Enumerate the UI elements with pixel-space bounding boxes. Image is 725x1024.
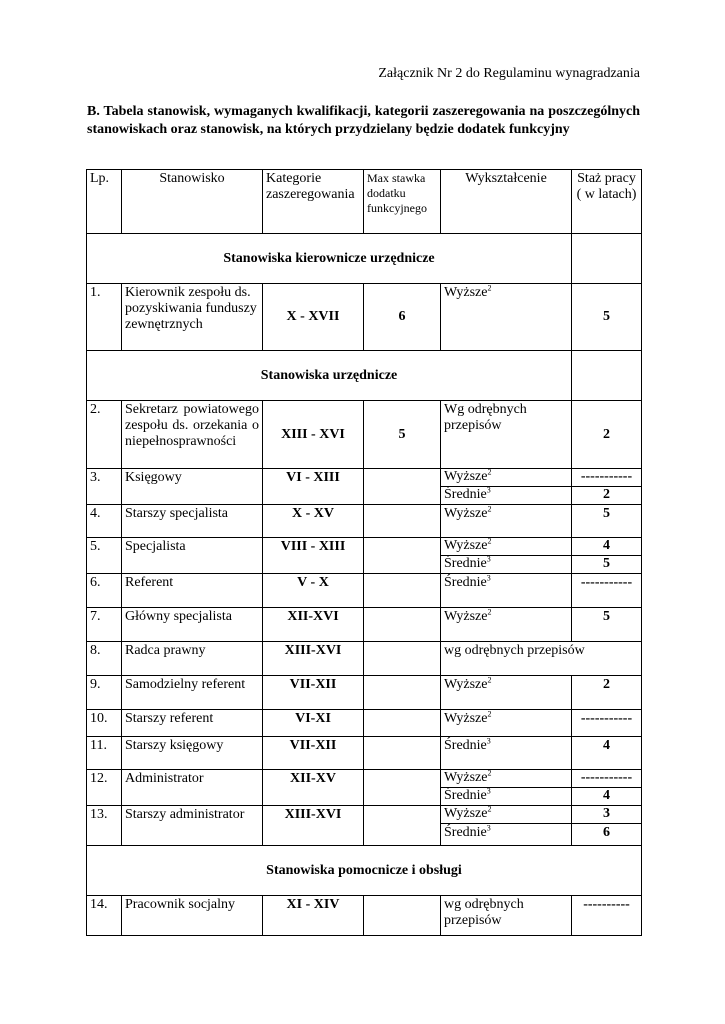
cell-lp: 2. [87, 401, 122, 469]
table-row [87, 401, 642, 469]
document-heading: B. Tabela stanowisk, wymaganych kwalifikacji, kategorii zaszeregowania na poszczególnych stanowiskach oraz stanowisk, na których przydzielany będzie dodatek funkcyjny [87, 104, 640, 137]
edu-text: Wyższe [444, 285, 488, 300]
edu-text: Średnie [444, 788, 487, 803]
cell-category: VI - XIII [263, 469, 364, 505]
cell-lp: 11. [87, 737, 122, 770]
table-row [87, 896, 642, 936]
edu-text: Wyższe [444, 469, 488, 484]
footnote-mark: 2 [487, 768, 492, 778]
edu-text: Średnie [444, 825, 487, 840]
cell-lp: 7. [87, 608, 122, 642]
footnote-mark: 2 [487, 467, 492, 477]
section-clerical: Stanowiska urzędnicze [87, 351, 572, 401]
table-row [87, 469, 642, 487]
cell-lp: 13. [87, 806, 122, 846]
header-category: Kategorie zaszeregowania [263, 170, 364, 234]
cell-position: Starszy księgowy [122, 737, 263, 770]
table-row [87, 642, 642, 676]
header-lp: Lp. [87, 170, 122, 234]
cell-lp: 5. [87, 538, 122, 574]
footnote-mark: 2 [487, 607, 492, 617]
edu-text: Wyższe [444, 609, 488, 624]
cell-lp: 10. [87, 710, 122, 737]
cell-education [441, 505, 572, 538]
cell-lp: 3. [87, 469, 122, 505]
edu-text: Średnie [444, 738, 487, 753]
positions-table [86, 169, 642, 936]
table-row [87, 710, 642, 737]
cell-position: Pracownik socjalny [122, 896, 263, 936]
table-row [87, 676, 642, 710]
cell-education: Wg odrębnych przepisów [441, 401, 572, 469]
cell-education [441, 284, 572, 351]
cell-experience: 5 [572, 608, 642, 642]
cell-allowance [364, 505, 441, 538]
cell-education: wg odrębnych przepisów [441, 896, 572, 936]
cell-education [441, 574, 572, 608]
footnote-mark: 3 [486, 786, 491, 796]
table-row [87, 806, 642, 824]
header-position: Stanowisko [122, 170, 263, 234]
cell-allowance [364, 806, 441, 846]
table-header-row [87, 170, 642, 234]
cell-experience: 5 [572, 556, 642, 574]
edu-text: Wyższe [444, 506, 488, 521]
cell-education [441, 806, 572, 824]
cell-allowance [364, 642, 441, 676]
cell-experience: 6 [572, 824, 642, 846]
cell-education [441, 710, 572, 737]
cell-position: Główny specjalista [122, 608, 263, 642]
cell-category: X - XV [263, 505, 364, 538]
cell-position: Kierownik zespołu ds. pozyskiwania funduszy zewnętrznych [122, 284, 263, 351]
table-row [87, 505, 642, 538]
cell-allowance: 5 [364, 401, 441, 469]
cell-allowance [364, 469, 441, 505]
table-row [87, 770, 642, 788]
cell-education [441, 556, 572, 574]
table-row [87, 284, 642, 351]
cell-education [441, 824, 572, 846]
cell-education [441, 770, 572, 788]
cell-allowance [364, 770, 441, 806]
section-empty-cell [572, 234, 642, 284]
cell-position: Specjalista [122, 538, 263, 574]
footnote-mark: 2 [487, 675, 492, 685]
cell-position: Samodzielny referent [122, 676, 263, 710]
cell-allowance [364, 538, 441, 574]
section-row [87, 351, 642, 401]
header-education: Wykształcenie [441, 170, 572, 234]
cell-position: Starszy administrator [122, 806, 263, 846]
cell-experience: 4 [572, 788, 642, 806]
cell-allowance [364, 737, 441, 770]
table-row [87, 737, 642, 770]
cell-experience: 5 [572, 505, 642, 538]
cell-position: Starszy specjalista [122, 505, 263, 538]
cell-category: VII-XII [263, 676, 364, 710]
cell-allowance [364, 710, 441, 737]
cell-experience: 2 [572, 676, 642, 710]
header-allowance: Max stawka dodatku funkcyjnego [364, 170, 441, 234]
cell-lp: 6. [87, 574, 122, 608]
cell-category: VIII - XIII [263, 538, 364, 574]
cell-experience: ----------- [572, 469, 642, 487]
footnote-mark: 2 [487, 536, 492, 546]
cell-education [441, 538, 572, 556]
section-support: Stanowiska pomocnicze i obsługi [87, 846, 642, 896]
edu-text: Średnie [444, 487, 487, 502]
table-row [87, 574, 642, 608]
edu-text: Wyższe [444, 538, 488, 553]
cell-education [441, 469, 572, 487]
cell-category: V - X [263, 574, 364, 608]
cell-category: XII-XVI [263, 608, 364, 642]
cell-position: Referent [122, 574, 263, 608]
footnote-mark: 3 [486, 573, 491, 583]
cell-position: Starszy referent [122, 710, 263, 737]
cell-position: Radca prawny [122, 642, 263, 676]
edu-text: Wyższe [444, 677, 488, 692]
cell-experience: ---------- [572, 896, 642, 936]
cell-allowance: 6 [364, 284, 441, 351]
cell-lp: 14. [87, 896, 122, 936]
cell-allowance [364, 574, 441, 608]
footnote-mark: 3 [486, 485, 491, 495]
section-empty-cell [572, 351, 642, 401]
footnote-mark: 2 [487, 709, 492, 719]
cell-category: XIII-XVI [263, 806, 364, 846]
cell-experience: ----------- [572, 770, 642, 788]
cell-lp: 4. [87, 505, 122, 538]
cell-category: X - XVII [263, 284, 364, 351]
cell-experience: 4 [572, 737, 642, 770]
cell-allowance [364, 608, 441, 642]
cell-education: wg odrębnych przepisów [441, 642, 642, 676]
cell-experience: 5 [572, 284, 642, 351]
table-row [87, 608, 642, 642]
cell-category: VI-XI [263, 710, 364, 737]
section-managerial: Stanowiska kierownicze urzędnicze [87, 234, 572, 284]
header-experience [572, 170, 642, 234]
footnote-mark: 3 [486, 823, 491, 833]
cell-experience: 4 [572, 538, 642, 556]
cell-lp: 9. [87, 676, 122, 710]
footnote-mark: 2 [487, 504, 492, 514]
cell-experience: ----------- [572, 574, 642, 608]
cell-category: XIII - XVI [263, 401, 364, 469]
cell-position: Księgowy [122, 469, 263, 505]
edu-text: Średnie [444, 575, 487, 590]
cell-experience: 2 [572, 401, 642, 469]
cell-category: XII-XV [263, 770, 364, 806]
cell-experience: ----------- [572, 710, 642, 737]
edu-text: Wyższe [444, 711, 488, 726]
cell-education [441, 676, 572, 710]
section-row [87, 846, 642, 896]
table-row [87, 538, 642, 556]
cell-education [441, 788, 572, 806]
section-row [87, 234, 642, 284]
cell-position: Administrator [122, 770, 263, 806]
cell-lp: 1. [87, 284, 122, 351]
cell-category: VII-XII [263, 737, 364, 770]
edu-text: Wyższe [444, 770, 488, 785]
footnote-mark: 3 [486, 736, 491, 746]
cell-lp: 8. [87, 642, 122, 676]
cell-education [441, 487, 572, 505]
footnote-mark: 2 [487, 804, 492, 814]
edu-text: Średnie [444, 556, 487, 571]
cell-experience: 2 [572, 487, 642, 505]
header-experience-label: Staż pracy ( w latach) [576, 171, 637, 202]
cell-allowance [364, 676, 441, 710]
cell-allowance [364, 896, 441, 936]
cell-position: Sekretarz powiatowego zespołu ds. orzekania o niepełnosprawności [122, 401, 263, 469]
cell-category: XIII-XVI [263, 642, 364, 676]
annex-label: Załącznik Nr 2 do Regulaminu wynagradzania [378, 66, 640, 81]
cell-experience: 3 [572, 806, 642, 824]
edu-text: Wyższe [444, 806, 488, 821]
cell-category: XI - XIV [263, 896, 364, 936]
footnote-mark: 2 [487, 283, 492, 293]
cell-education [441, 608, 572, 642]
cell-lp: 12. [87, 770, 122, 806]
cell-education [441, 737, 572, 770]
footnote-mark: 3 [486, 554, 491, 564]
